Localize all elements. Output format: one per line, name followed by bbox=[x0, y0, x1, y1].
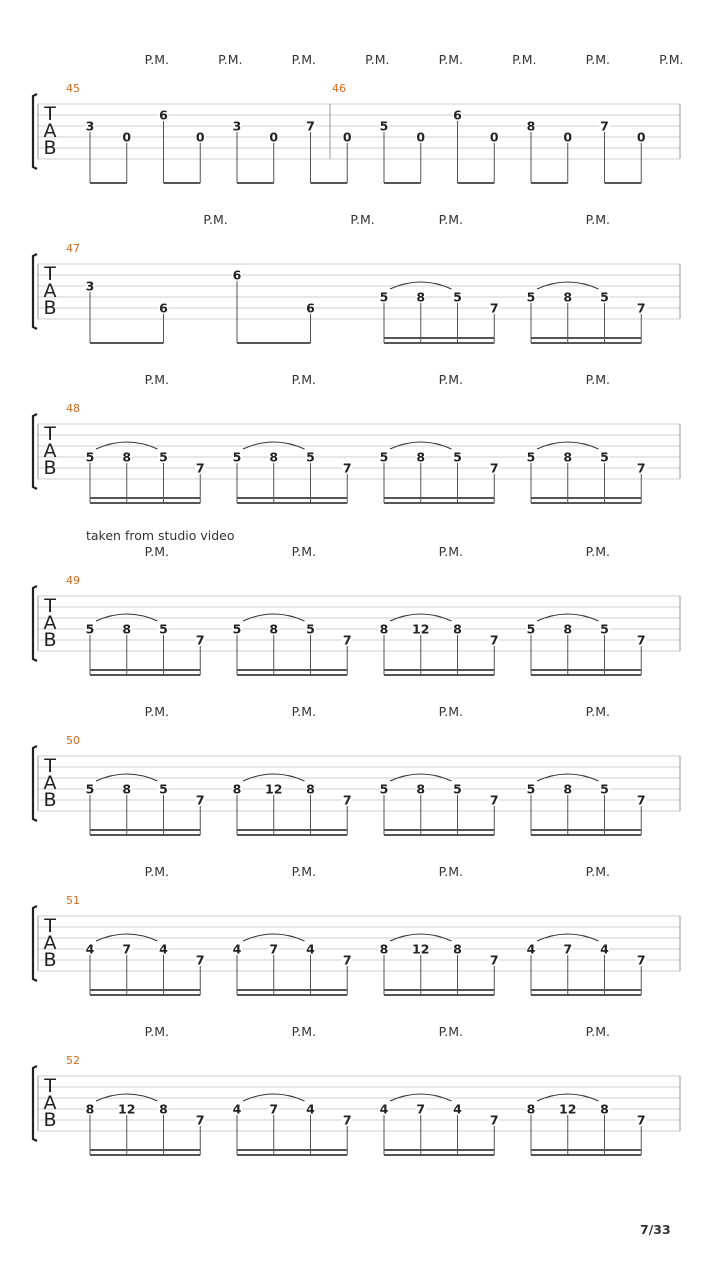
palm-mute-label: P.M. bbox=[585, 704, 610, 719]
fret-number: 5 bbox=[232, 621, 242, 637]
tab-clef-letter: A bbox=[43, 120, 57, 142]
tab-clef-letter: B bbox=[43, 297, 57, 319]
fret-number: 5 bbox=[600, 289, 609, 305]
fret-number: 5 bbox=[600, 449, 609, 465]
palm-mute-label: P.M. bbox=[438, 544, 463, 559]
measure-number: 51 bbox=[66, 894, 80, 907]
measure-number: 50 bbox=[66, 734, 80, 747]
fret-number: 8 bbox=[379, 941, 389, 957]
fret-number: 8 bbox=[379, 621, 389, 637]
tab-clef-letter: A bbox=[43, 280, 57, 302]
tab-clef-letter: B bbox=[43, 137, 57, 159]
page-number: 7/33 bbox=[640, 1222, 671, 1237]
fret-number: 5 bbox=[526, 781, 536, 797]
fret-number: 7 bbox=[489, 792, 499, 808]
fret-number: 6 bbox=[453, 107, 462, 123]
fret-number: 0 bbox=[195, 129, 205, 145]
fret-number: 5 bbox=[379, 289, 389, 305]
fret-number: 7 bbox=[636, 632, 646, 648]
fret-number: 7 bbox=[195, 632, 205, 648]
fret-number: 7 bbox=[342, 632, 352, 648]
fret-number: 12 bbox=[412, 941, 430, 957]
palm-mute-label: P.M. bbox=[585, 1024, 610, 1039]
fret-number: 5 bbox=[526, 289, 536, 305]
measure-number: 47 bbox=[66, 242, 80, 255]
fret-number: 4 bbox=[232, 941, 242, 957]
palm-mute-label: P.M. bbox=[144, 704, 169, 719]
measure-number: 52 bbox=[66, 1054, 80, 1067]
fret-number: 6 bbox=[306, 300, 315, 316]
fret-number: 7 bbox=[342, 460, 352, 476]
measure-number: 48 bbox=[66, 402, 80, 415]
system-bracket bbox=[33, 1066, 37, 1141]
fret-number: 3 bbox=[232, 118, 242, 134]
fret-number: 7 bbox=[563, 941, 573, 957]
palm-mute-label: P.M. bbox=[291, 704, 316, 719]
palm-mute-label: P.M. bbox=[585, 544, 610, 559]
fret-number: 12 bbox=[118, 1101, 136, 1117]
fret-number: 4 bbox=[453, 1101, 462, 1117]
tab-clef-letter: T bbox=[44, 103, 56, 125]
fret-number: 8 bbox=[416, 449, 426, 465]
fret-number: 8 bbox=[600, 1101, 609, 1117]
fret-number: 5 bbox=[159, 621, 168, 637]
fret-number: 8 bbox=[159, 1101, 168, 1117]
fret-number: 5 bbox=[159, 449, 168, 465]
tab-clef-letter: A bbox=[43, 772, 57, 794]
palm-mute-label: P.M. bbox=[438, 52, 463, 67]
fret-number: 5 bbox=[306, 621, 315, 637]
fret-number: 5 bbox=[85, 621, 95, 637]
fret-number: 0 bbox=[416, 129, 426, 145]
fret-number: 5 bbox=[453, 449, 462, 465]
fret-number: 7 bbox=[416, 1101, 426, 1117]
palm-mute-label: P.M. bbox=[438, 1024, 463, 1039]
fret-number: 5 bbox=[600, 781, 609, 797]
fret-number: 8 bbox=[306, 781, 315, 797]
fret-number: 5 bbox=[600, 621, 609, 637]
palm-mute-label: P.M. bbox=[659, 52, 684, 67]
palm-mute-label: P.M. bbox=[291, 1024, 316, 1039]
fret-number: 7 bbox=[269, 941, 279, 957]
fret-number: 7 bbox=[122, 941, 132, 957]
fret-number: 0 bbox=[122, 129, 132, 145]
fret-number: 6 bbox=[232, 267, 242, 283]
palm-mute-label: P.M. bbox=[291, 544, 316, 559]
fret-number: 8 bbox=[85, 1101, 95, 1117]
measure-number: 49 bbox=[66, 574, 80, 587]
fret-number: 7 bbox=[636, 792, 646, 808]
fret-number: 8 bbox=[416, 781, 426, 797]
fret-number: 3 bbox=[85, 278, 95, 294]
fret-number: 6 bbox=[159, 300, 168, 316]
fret-number: 7 bbox=[342, 1112, 352, 1128]
fret-number: 5 bbox=[159, 781, 168, 797]
fret-number: 5 bbox=[379, 781, 389, 797]
fret-number: 4 bbox=[232, 1101, 242, 1117]
fret-number: 0 bbox=[636, 129, 646, 145]
fret-number: 8 bbox=[563, 781, 573, 797]
fret-number: 7 bbox=[306, 118, 315, 134]
fret-number: 0 bbox=[489, 129, 499, 145]
fret-number: 3 bbox=[85, 118, 95, 134]
tab-clef-letter: A bbox=[43, 932, 57, 954]
fret-number: 8 bbox=[453, 621, 462, 637]
fret-number: 8 bbox=[122, 621, 132, 637]
fret-number: 0 bbox=[563, 129, 573, 145]
fret-number: 4 bbox=[306, 1101, 315, 1117]
palm-mute-label: P.M. bbox=[218, 52, 243, 67]
palm-mute-label: P.M. bbox=[203, 212, 228, 227]
fret-number: 8 bbox=[563, 289, 573, 305]
fret-number: 8 bbox=[416, 289, 426, 305]
palm-mute-label: P.M. bbox=[585, 864, 610, 879]
fret-number: 5 bbox=[526, 621, 536, 637]
tab-clef-letter: A bbox=[43, 440, 57, 462]
tab-clef-letter: B bbox=[43, 1109, 57, 1131]
fret-number: 4 bbox=[159, 941, 168, 957]
palm-mute-label: P.M. bbox=[438, 212, 463, 227]
fret-number: 7 bbox=[195, 1112, 205, 1128]
tab-clef-letter: T bbox=[44, 263, 56, 285]
palm-mute-label: P.M. bbox=[144, 864, 169, 879]
system-bracket bbox=[33, 94, 37, 169]
fret-number: 7 bbox=[636, 300, 646, 316]
fret-number: 5 bbox=[306, 449, 315, 465]
measure-number: 46 bbox=[332, 82, 346, 95]
fret-number: 12 bbox=[412, 621, 430, 637]
palm-mute-label: P.M. bbox=[144, 544, 169, 559]
tab-clef-letter: B bbox=[43, 949, 57, 971]
tab-clef-letter: T bbox=[44, 1075, 56, 1097]
palm-mute-label: P.M. bbox=[144, 372, 169, 387]
palm-mute-label: P.M. bbox=[585, 52, 610, 67]
tab-clef-letter: T bbox=[44, 755, 56, 777]
palm-mute-label: P.M. bbox=[438, 372, 463, 387]
fret-number: 5 bbox=[379, 449, 389, 465]
palm-mute-label: P.M. bbox=[144, 1024, 169, 1039]
fret-number: 7 bbox=[636, 952, 646, 968]
fret-number: 8 bbox=[526, 118, 536, 134]
fret-number: 4 bbox=[306, 941, 315, 957]
system-bracket bbox=[33, 586, 37, 661]
fret-number: 5 bbox=[453, 289, 462, 305]
fret-number: 5 bbox=[232, 449, 242, 465]
system-bracket bbox=[33, 414, 37, 489]
fret-number: 5 bbox=[85, 781, 95, 797]
palm-mute-label: P.M. bbox=[350, 212, 375, 227]
fret-number: 8 bbox=[526, 1101, 536, 1117]
fret-number: 5 bbox=[379, 118, 389, 134]
tab-clef-letter: T bbox=[44, 423, 56, 445]
measure-number: 45 bbox=[66, 82, 80, 95]
palm-mute-label: P.M. bbox=[585, 212, 610, 227]
tab-clef-letter: A bbox=[43, 612, 57, 634]
fret-number: 8 bbox=[563, 449, 573, 465]
system-bracket bbox=[33, 746, 37, 821]
fret-number: 7 bbox=[195, 792, 205, 808]
palm-mute-label: P.M. bbox=[365, 52, 390, 67]
fret-number: 12 bbox=[559, 1101, 577, 1117]
fret-number: 7 bbox=[269, 1101, 279, 1117]
fret-number: 8 bbox=[269, 449, 279, 465]
fret-number: 6 bbox=[159, 107, 168, 123]
fret-number: 8 bbox=[269, 621, 279, 637]
annotation-text: taken from studio video bbox=[86, 528, 235, 543]
fret-number: 7 bbox=[489, 460, 499, 476]
tab-clef-letter: T bbox=[44, 595, 56, 617]
fret-number: 0 bbox=[269, 129, 279, 145]
fret-number: 12 bbox=[265, 781, 283, 797]
fret-number: 8 bbox=[122, 781, 132, 797]
fret-number: 7 bbox=[489, 1112, 499, 1128]
fret-number: 5 bbox=[526, 449, 536, 465]
palm-mute-label: P.M. bbox=[438, 864, 463, 879]
tab-clef-letter: B bbox=[43, 789, 57, 811]
fret-number: 5 bbox=[85, 449, 95, 465]
fret-number: 7 bbox=[636, 1112, 646, 1128]
palm-mute-label: P.M. bbox=[585, 372, 610, 387]
fret-number: 8 bbox=[232, 781, 242, 797]
tab-clef-letter: B bbox=[43, 457, 57, 479]
fret-number: 8 bbox=[563, 621, 573, 637]
fret-number: 7 bbox=[636, 460, 646, 476]
fret-number: 7 bbox=[489, 952, 499, 968]
fret-number: 7 bbox=[489, 632, 499, 648]
fret-number: 7 bbox=[342, 952, 352, 968]
tab-clef-letter: B bbox=[43, 629, 57, 651]
fret-number: 8 bbox=[453, 941, 462, 957]
system-bracket bbox=[33, 254, 37, 329]
fret-number: 8 bbox=[122, 449, 132, 465]
fret-number: 4 bbox=[85, 941, 95, 957]
palm-mute-label: P.M. bbox=[291, 52, 316, 67]
palm-mute-label: P.M. bbox=[438, 704, 463, 719]
fret-number: 7 bbox=[195, 460, 205, 476]
fret-number: 4 bbox=[526, 941, 536, 957]
tab-clef-letter: A bbox=[43, 1092, 57, 1114]
fret-number: 0 bbox=[342, 129, 352, 145]
palm-mute-label: P.M. bbox=[512, 52, 537, 67]
fret-number: 5 bbox=[453, 781, 462, 797]
tab-clef-letter: T bbox=[44, 915, 56, 937]
palm-mute-label: P.M. bbox=[144, 52, 169, 67]
palm-mute-label: P.M. bbox=[291, 864, 316, 879]
fret-number: 7 bbox=[342, 792, 352, 808]
palm-mute-label: P.M. bbox=[291, 372, 316, 387]
fret-number: 4 bbox=[600, 941, 609, 957]
fret-number: 7 bbox=[600, 118, 609, 134]
system-bracket bbox=[33, 906, 37, 981]
fret-number: 7 bbox=[195, 952, 205, 968]
fret-number: 7 bbox=[489, 300, 499, 316]
fret-number: 4 bbox=[379, 1101, 389, 1117]
